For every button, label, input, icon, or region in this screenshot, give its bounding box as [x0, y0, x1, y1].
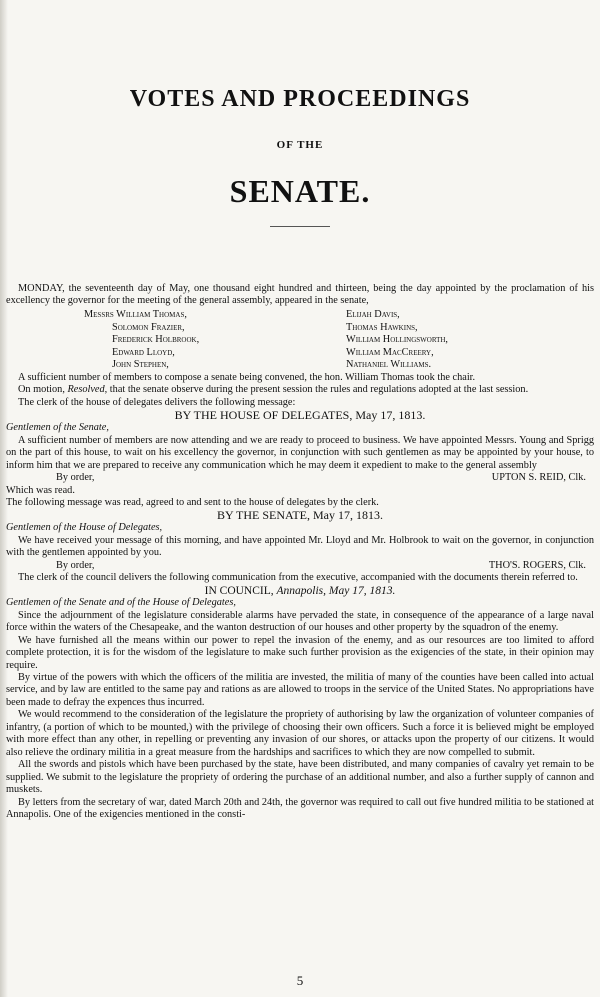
member-name: Edward Lloyd,	[112, 346, 175, 358]
member-column-right	[346, 309, 586, 372]
in-council-date: Annapolis, May 17, 1813.	[276, 584, 396, 597]
clerk-delegates-paragraph: The clerk of the house of delegates delivers the following message:	[18, 396, 296, 408]
quorum-paragraph: A sufficient number of members to compose a senate being convened, the hon. William Thomas took the chair.	[18, 371, 476, 383]
motion-text: that the senate observe during the present session the rules and regulations adopted at the last session.	[107, 384, 529, 396]
signature-rogers: THO'S. ROGERS, Clk.	[488, 559, 586, 571]
council-paragraph-2: We have furnished all the means within our power to repel the invasion of the enemy, and as our resources are too limited to afford complete protection, it is for the wisdom of the legislature to make such further provision as the exigencies of the state, in their opinion may require.	[6, 634, 594, 671]
document-body	[6, 283, 594, 821]
member-name: Elijah Davis,	[346, 308, 400, 320]
title-divider	[270, 226, 330, 227]
read-paragraph: Which was read.	[6, 484, 75, 496]
by-order-label: By order,	[56, 559, 95, 571]
member-column-left	[84, 309, 346, 372]
salutation-senate: Gentlemen of the Senate,	[6, 422, 109, 434]
council-paragraph-5: All the swords and pistols which have been purchased by the state, have been distributed, and many companies of cavalry yet remain to be supplied. We submit to the legislature the propriety of ordering the purchase of an additional number, and also a further supply of cannon and muskets.	[6, 759, 594, 796]
motion-lead: On motion,	[18, 384, 68, 396]
resolved-word: Resolved,	[67, 384, 108, 396]
by-order-label: By order,	[56, 472, 95, 484]
council-paragraph-4: We would recommend to the consideration of the legislature the propriety of authorising by law the organization of volunteer companies of infantry, (a portion of which to be mounted,) with the privilege of choosing their own officers. Such a force it is believed might be employed with more effect than any other, in repelling or preventing any invasion of our shores, or attacks upon the property of our citizens. It would also relieve the ordinary militia in a great measure from the hardships and sacrifices to which they are now compelled to submit.	[6, 709, 594, 758]
member-name: Nathaniel Williams.	[346, 359, 432, 371]
council-paragraph-3: By virtue of the powers with which the officers of the militia are invested, the militia of many of the counties have been called into actual service, and by law are entitled to the same pay and rations as are allowed to troops in the service of the United States. No appropriations have been made to defray the expences thus incurred.	[6, 671, 594, 708]
document-title: VOTES AND PROCEEDINGS	[129, 86, 471, 112]
house-message: A sufficient number of members are now attending and we are ready to proceed to business. We have appointed Messrs. Young and Sprigg on the part of this house, to wait on his excellency the governor, in conjunction with such gentlemen as may be appointed by your house, to inform him that we are prepared to receive any communication which he may deem it expedient to make to the general assembly	[6, 434, 594, 471]
document-subtitle: OF THE	[276, 139, 324, 151]
in-council-heading	[6, 585, 594, 598]
senate-message: We have received your message of this morning, and have appointed Mr. Lloyd and Mr. Holbrook to wait on the governor, in conjunction with the gentlemen appointed by you.	[6, 534, 594, 559]
signature-reid: UPTON S. REID, Clk.	[491, 472, 586, 484]
following-message-paragraph: The following message was read, agreed to and sent to the house of delegates by the clerk.	[6, 496, 379, 508]
document-heading-senate: SENATE.	[229, 173, 371, 209]
signature-line-reid	[6, 472, 594, 484]
council-paragraph-6: By letters from the secretary of war, dated March 20th and 24th, the governor was required to call out five hundred militia to be stationed at Annapolis. One of the exigencies mentioned in the consti-	[6, 796, 594, 820]
in-council-label: IN COUNCIL,	[204, 584, 277, 597]
signature-line-rogers	[6, 560, 594, 572]
member-name: John Stephen,	[112, 359, 169, 371]
member-name: Messrs William Thomas,	[84, 308, 187, 320]
senate-heading: BY THE SENATE, May 17, 1813.	[217, 508, 383, 523]
page-number: 5	[296, 973, 304, 988]
member-roster	[6, 309, 594, 372]
salutation-house: Gentlemen of the House of Delegates,	[6, 522, 163, 534]
member-name: Solomon Frazier,	[112, 321, 185, 333]
member-name: William MacCreery,	[346, 346, 434, 358]
member-name: Frederick Holbrook,	[112, 334, 200, 346]
opening-paragraph: MONDAY, the seventeenth day of May, one thousand eight hundred and thirteen, being the day appointed by the proclamation of his excellency the governor for the meeting of the general assembly, appeared in the senate,	[6, 283, 594, 307]
member-name: William Hollingsworth,	[346, 334, 448, 346]
motion-paragraph	[6, 384, 594, 396]
salutation-both-houses: Gentlemen of the Senate and of the House of Delegates,	[6, 597, 236, 609]
council-paragraph-1: Since the adjournment of the legislature considerable alarms have pervaded the state, in consequence of the appearance of a large naval force within the waters of the Chesapeake, and the wanton destruction of our houses and other property by the squadron of the enemy.	[6, 609, 594, 634]
council-clerk-paragraph: The clerk of the council delivers the following communication from the executive, accompanied with the documents therein referred to.	[18, 572, 578, 584]
house-of-delegates-heading: BY THE HOUSE OF DELEGATES, May 17, 1813.	[174, 408, 426, 423]
member-name: Thomas Hawkins,	[346, 321, 418, 333]
